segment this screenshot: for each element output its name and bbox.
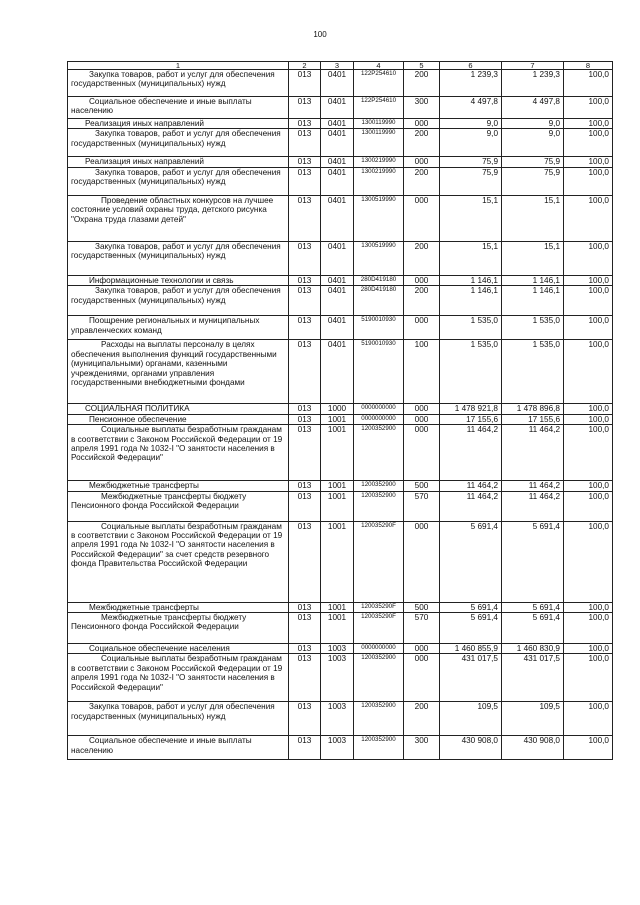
row-expense-type-cell: 200 <box>404 167 440 195</box>
table-row <box>68 119 613 129</box>
row-expense-type-cell: 200 <box>404 241 440 275</box>
row-planned-amount-cell: 11 464,2 <box>440 491 502 521</box>
row-section-cell: 1001 <box>321 612 354 643</box>
row-name-cell: Информационные технологии и связь <box>68 275 289 285</box>
row-name-cell: Социальное обеспечение населения <box>68 643 289 653</box>
row-percent-cell: 100,0 <box>564 97 613 119</box>
row-section-cell: 1000 <box>321 404 354 414</box>
row-percent-cell: 100,0 <box>564 612 613 643</box>
row-code-grbs-cell: 013 <box>289 612 321 643</box>
row-planned-amount-cell: 11 464,2 <box>440 425 502 481</box>
column-number: 4 <box>354 62 404 70</box>
row-executed-amount-cell: 430 908,0 <box>502 736 564 760</box>
row-section-cell: 0401 <box>321 241 354 275</box>
row-percent-cell: 100,0 <box>564 70 613 97</box>
table-row <box>68 491 613 521</box>
row-name-cell: Поощрение региональных и муниципальных управленческих команд <box>68 316 289 340</box>
row-percent-cell: 100,0 <box>564 654 613 702</box>
row-planned-amount-cell: 1 478 921,8 <box>440 404 502 414</box>
row-expense-type-cell: 000 <box>404 157 440 167</box>
row-section-cell: 1001 <box>321 414 354 424</box>
row-target-article-cell: 1200352900 <box>354 736 404 760</box>
row-percent-cell: 100,0 <box>564 195 613 241</box>
row-section-cell: 0401 <box>321 275 354 285</box>
table-row <box>68 481 613 491</box>
row-code-grbs-cell: 013 <box>289 119 321 129</box>
row-code-grbs-cell: 013 <box>289 129 321 157</box>
row-code-grbs-cell: 013 <box>289 643 321 653</box>
table-row <box>68 702 613 736</box>
row-name-cell: Социальные выплаты безработным гражданам в соответствии с Законом Российской Федерации от 19 апреля 1991 года № 1032-I "О занятости населения в Российской Федерации" <box>68 654 289 702</box>
row-percent-cell: 100,0 <box>564 521 613 602</box>
row-code-grbs-cell: 013 <box>289 602 321 612</box>
row-target-article-cell: 1300519990 <box>354 195 404 241</box>
row-name-cell: Межбюджетные трансферты <box>68 481 289 491</box>
row-section-cell: 0401 <box>321 286 354 316</box>
row-code-grbs-cell: 013 <box>289 167 321 195</box>
row-planned-amount-cell: 5 691,4 <box>440 612 502 643</box>
row-expense-type-cell: 570 <box>404 491 440 521</box>
table-row <box>68 414 613 424</box>
row-executed-amount-cell: 9,0 <box>502 119 564 129</box>
row-target-article-cell: 1200352900 <box>354 702 404 736</box>
row-percent-cell: 100,0 <box>564 286 613 316</box>
row-code-grbs-cell: 013 <box>289 340 321 404</box>
row-percent-cell: 100,0 <box>564 157 613 167</box>
row-percent-cell: 100,0 <box>564 643 613 653</box>
row-planned-amount-cell: 11 464,2 <box>440 481 502 491</box>
row-planned-amount-cell: 1 146,1 <box>440 286 502 316</box>
row-target-article-cell: 0000000000 <box>354 643 404 653</box>
row-target-article-cell: 0000000000 <box>354 414 404 424</box>
row-expense-type-cell: 200 <box>404 70 440 97</box>
row-expense-type-cell: 570 <box>404 612 440 643</box>
row-section-cell: 1001 <box>321 602 354 612</box>
row-percent-cell: 100,0 <box>564 404 613 414</box>
row-target-article-cell: 1300119990 <box>354 129 404 157</box>
table-row <box>68 425 613 481</box>
table-row <box>68 195 613 241</box>
table-row <box>68 736 613 760</box>
column-number: 2 <box>289 62 321 70</box>
row-executed-amount-cell: 15,1 <box>502 195 564 241</box>
column-number: 6 <box>440 62 502 70</box>
row-executed-amount-cell: 109,5 <box>502 702 564 736</box>
table-row <box>68 654 613 702</box>
row-target-article-cell: 1200352900 <box>354 425 404 481</box>
row-section-cell: 1001 <box>321 491 354 521</box>
row-planned-amount-cell: 5 691,4 <box>440 521 502 602</box>
row-executed-amount-cell: 5 691,4 <box>502 612 564 643</box>
row-section-cell: 0401 <box>321 70 354 97</box>
row-planned-amount-cell: 430 908,0 <box>440 736 502 760</box>
row-section-cell: 1001 <box>321 521 354 602</box>
row-executed-amount-cell: 1 535,0 <box>502 340 564 404</box>
table-row <box>68 275 613 285</box>
row-code-grbs-cell: 013 <box>289 414 321 424</box>
row-executed-amount-cell: 75,9 <box>502 157 564 167</box>
row-planned-amount-cell: 9,0 <box>440 119 502 129</box>
row-planned-amount-cell: 17 155,6 <box>440 414 502 424</box>
row-expense-type-cell: 100 <box>404 340 440 404</box>
row-percent-cell: 100,0 <box>564 129 613 157</box>
row-code-grbs-cell: 013 <box>289 736 321 760</box>
table-row <box>68 286 613 316</box>
row-executed-amount-cell: 1 478 896,8 <box>502 404 564 414</box>
row-section-cell: 1001 <box>321 481 354 491</box>
row-expense-type-cell: 000 <box>404 643 440 653</box>
budget-table <box>67 61 613 760</box>
row-percent-cell: 100,0 <box>564 736 613 760</box>
row-code-grbs-cell: 013 <box>289 97 321 119</box>
table-row <box>68 157 613 167</box>
row-section-cell: 0401 <box>321 340 354 404</box>
row-name-cell: Закупка товаров, работ и услуг для обеспечения государственных (муниципальных) нужд <box>68 167 289 195</box>
table-row <box>68 316 613 340</box>
column-number: 8 <box>564 62 613 70</box>
row-expense-type-cell: 000 <box>404 195 440 241</box>
row-target-article-cell: 280D419180 <box>354 286 404 316</box>
table-row <box>68 643 613 653</box>
row-expense-type-cell: 300 <box>404 736 440 760</box>
row-section-cell: 0401 <box>321 129 354 157</box>
table-row <box>68 404 613 414</box>
row-percent-cell: 100,0 <box>564 316 613 340</box>
row-executed-amount-cell: 1 460 830,9 <box>502 643 564 653</box>
row-code-grbs-cell: 013 <box>289 654 321 702</box>
row-percent-cell: 100,0 <box>564 602 613 612</box>
row-executed-amount-cell: 75,9 <box>502 167 564 195</box>
row-executed-amount-cell: 1 535,0 <box>502 316 564 340</box>
row-name-cell: СОЦИАЛЬНАЯ ПОЛИТИКА <box>68 404 289 414</box>
row-name-cell: Межбюджетные трансферты бюджету Пенсионного фонда Российской Федерации <box>68 612 289 643</box>
row-section-cell: 0401 <box>321 97 354 119</box>
row-expense-type-cell: 200 <box>404 702 440 736</box>
row-planned-amount-cell: 15,1 <box>440 241 502 275</box>
row-target-article-cell: 120035290F <box>354 521 404 602</box>
table-row <box>68 340 613 404</box>
row-percent-cell: 100,0 <box>564 241 613 275</box>
row-executed-amount-cell: 5 691,4 <box>502 521 564 602</box>
row-planned-amount-cell: 15,1 <box>440 195 502 241</box>
row-executed-amount-cell: 4 497,8 <box>502 97 564 119</box>
row-name-cell: Проведение областных конкурсов на лучшее состояние условий охраны труда, детского рисунка "Охрана труда глазами детей" <box>68 195 289 241</box>
row-code-grbs-cell: 013 <box>289 275 321 285</box>
row-target-article-cell: 280D419180 <box>354 275 404 285</box>
row-planned-amount-cell: 75,9 <box>440 157 502 167</box>
row-planned-amount-cell: 1 535,0 <box>440 340 502 404</box>
column-number: 3 <box>321 62 354 70</box>
row-name-cell: Закупка товаров, работ и услуг для обеспечения государственных (муниципальных) нужд <box>68 286 289 316</box>
row-executed-amount-cell: 5 691,4 <box>502 602 564 612</box>
row-target-article-cell: 1200352900 <box>354 491 404 521</box>
row-section-cell: 1003 <box>321 654 354 702</box>
row-name-cell: Межбюджетные трансферты бюджету Пенсионного фонда Российской Федерации <box>68 491 289 521</box>
row-planned-amount-cell: 1 239,3 <box>440 70 502 97</box>
row-planned-amount-cell: 75,9 <box>440 167 502 195</box>
row-executed-amount-cell: 1 146,1 <box>502 286 564 316</box>
table-row <box>68 97 613 119</box>
row-planned-amount-cell: 431 017,5 <box>440 654 502 702</box>
row-executed-amount-cell: 11 464,2 <box>502 481 564 491</box>
table-row <box>68 70 613 97</box>
row-percent-cell: 100,0 <box>564 702 613 736</box>
row-planned-amount-cell: 1 535,0 <box>440 316 502 340</box>
row-name-cell: Социальные выплаты безработным гражданам в соответствии с Законом Российской Федерации от 19 апреля 1991 года № 1032-I "О занятости населения в Российской Федерации" за счет средств резервного фонда Правительства Российской Федерации <box>68 521 289 602</box>
row-executed-amount-cell: 11 464,2 <box>502 491 564 521</box>
row-name-cell: Пенсионное обеспечение <box>68 414 289 424</box>
row-name-cell: Социальные выплаты безработным гражданам в соответствии с Законом Российской Федерации от 19 апреля 1991 года № 1032-I "О занятости населения в Российской Федерации" <box>68 425 289 481</box>
row-planned-amount-cell: 109,5 <box>440 702 502 736</box>
row-target-article-cell: 5190010930 <box>354 340 404 404</box>
row-planned-amount-cell: 1 146,1 <box>440 275 502 285</box>
row-expense-type-cell: 000 <box>404 119 440 129</box>
row-executed-amount-cell: 9,0 <box>502 129 564 157</box>
row-executed-amount-cell: 1 146,1 <box>502 275 564 285</box>
row-planned-amount-cell: 4 497,8 <box>440 97 502 119</box>
row-target-article-cell: 1200352900 <box>354 481 404 491</box>
row-section-cell: 0401 <box>321 167 354 195</box>
row-code-grbs-cell: 013 <box>289 241 321 275</box>
table-row <box>68 129 613 157</box>
page-number: 100 <box>313 30 327 39</box>
row-name-cell: Закупка товаров, работ и услуг для обеспечения государственных (муниципальных) нужд <box>68 241 289 275</box>
row-target-article-cell: 122Р254610 <box>354 97 404 119</box>
row-section-cell: 1003 <box>321 643 354 653</box>
row-planned-amount-cell: 9,0 <box>440 129 502 157</box>
row-target-article-cell: 1300219990 <box>354 167 404 195</box>
row-target-article-cell: 120035290F <box>354 612 404 643</box>
row-section-cell: 0401 <box>321 316 354 340</box>
row-section-cell: 1001 <box>321 425 354 481</box>
row-section-cell: 1003 <box>321 736 354 760</box>
row-code-grbs-cell: 013 <box>289 316 321 340</box>
row-target-article-cell: 120035290F <box>354 602 404 612</box>
row-expense-type-cell: 000 <box>404 316 440 340</box>
row-name-cell: Реализация иных направлений <box>68 157 289 167</box>
row-name-cell: Социальное обеспечение и иные выплаты населению <box>68 97 289 119</box>
table-row <box>68 521 613 602</box>
row-percent-cell: 100,0 <box>564 491 613 521</box>
row-percent-cell: 100,0 <box>564 481 613 491</box>
row-name-cell: Межбюджетные трансферты <box>68 602 289 612</box>
row-expense-type-cell: 200 <box>404 129 440 157</box>
row-percent-cell: 100,0 <box>564 425 613 481</box>
row-code-grbs-cell: 013 <box>289 481 321 491</box>
row-code-grbs-cell: 013 <box>289 286 321 316</box>
row-expense-type-cell: 000 <box>404 654 440 702</box>
row-section-cell: 0401 <box>321 157 354 167</box>
row-code-grbs-cell: 013 <box>289 404 321 414</box>
row-expense-type-cell: 200 <box>404 286 440 316</box>
row-name-cell: Закупка товаров, работ и услуг для обеспечения государственных (муниципальных) нужд <box>68 70 289 97</box>
row-executed-amount-cell: 15,1 <box>502 241 564 275</box>
row-planned-amount-cell: 5 691,4 <box>440 602 502 612</box>
row-target-article-cell: 1300119990 <box>354 119 404 129</box>
row-target-article-cell: 5190010930 <box>354 316 404 340</box>
row-target-article-cell: 122Р254610 <box>354 70 404 97</box>
row-target-article-cell: 1300219990 <box>354 157 404 167</box>
row-executed-amount-cell: 1 239,3 <box>502 70 564 97</box>
row-percent-cell: 100,0 <box>564 414 613 424</box>
row-percent-cell: 100,0 <box>564 119 613 129</box>
row-percent-cell: 100,0 <box>564 340 613 404</box>
column-number: 1 <box>68 62 289 70</box>
row-executed-amount-cell: 17 155,6 <box>502 414 564 424</box>
table-row <box>68 241 613 275</box>
row-expense-type-cell: 300 <box>404 97 440 119</box>
column-number: 7 <box>502 62 564 70</box>
table-row <box>68 612 613 643</box>
row-code-grbs-cell: 013 <box>289 491 321 521</box>
row-expense-type-cell: 500 <box>404 481 440 491</box>
row-code-grbs-cell: 013 <box>289 70 321 97</box>
row-section-cell: 0401 <box>321 119 354 129</box>
row-code-grbs-cell: 013 <box>289 195 321 241</box>
row-name-cell: Расходы на выплаты персоналу в целях обеспечения выполнения функций государственными (муниципальными) органами, казенными учреждениями, органами управления государственными внебюджетными фондами <box>68 340 289 404</box>
row-name-cell: Социальное обеспечение и иные выплаты населению <box>68 736 289 760</box>
row-section-cell: 0401 <box>321 195 354 241</box>
row-expense-type-cell: 000 <box>404 275 440 285</box>
row-name-cell: Закупка товаров, работ и услуг для обеспечения государственных (муниципальных) нужд <box>68 702 289 736</box>
column-number: 5 <box>404 62 440 70</box>
table-row <box>68 167 613 195</box>
row-planned-amount-cell: 1 460 855,9 <box>440 643 502 653</box>
row-expense-type-cell: 500 <box>404 602 440 612</box>
row-percent-cell: 100,0 <box>564 167 613 195</box>
row-expense-type-cell: 000 <box>404 521 440 602</box>
row-executed-amount-cell: 431 017,5 <box>502 654 564 702</box>
row-percent-cell: 100,0 <box>564 275 613 285</box>
row-name-cell: Закупка товаров, работ и услуг для обеспечения государственных (муниципальных) нужд <box>68 129 289 157</box>
table-row <box>68 602 613 612</box>
row-target-article-cell: 1300519990 <box>354 241 404 275</box>
row-code-grbs-cell: 013 <box>289 702 321 736</box>
row-code-grbs-cell: 013 <box>289 157 321 167</box>
row-expense-type-cell: 000 <box>404 425 440 481</box>
row-section-cell: 1003 <box>321 702 354 736</box>
row-executed-amount-cell: 11 464,2 <box>502 425 564 481</box>
row-code-grbs-cell: 013 <box>289 425 321 481</box>
column-numbers-row <box>68 62 613 70</box>
row-name-cell: Реализация иных направлений <box>68 119 289 129</box>
row-code-grbs-cell: 013 <box>289 521 321 602</box>
row-expense-type-cell: 000 <box>404 414 440 424</box>
row-target-article-cell: 0000000000 <box>354 404 404 414</box>
row-expense-type-cell: 000 <box>404 404 440 414</box>
row-target-article-cell: 1200352900 <box>354 654 404 702</box>
